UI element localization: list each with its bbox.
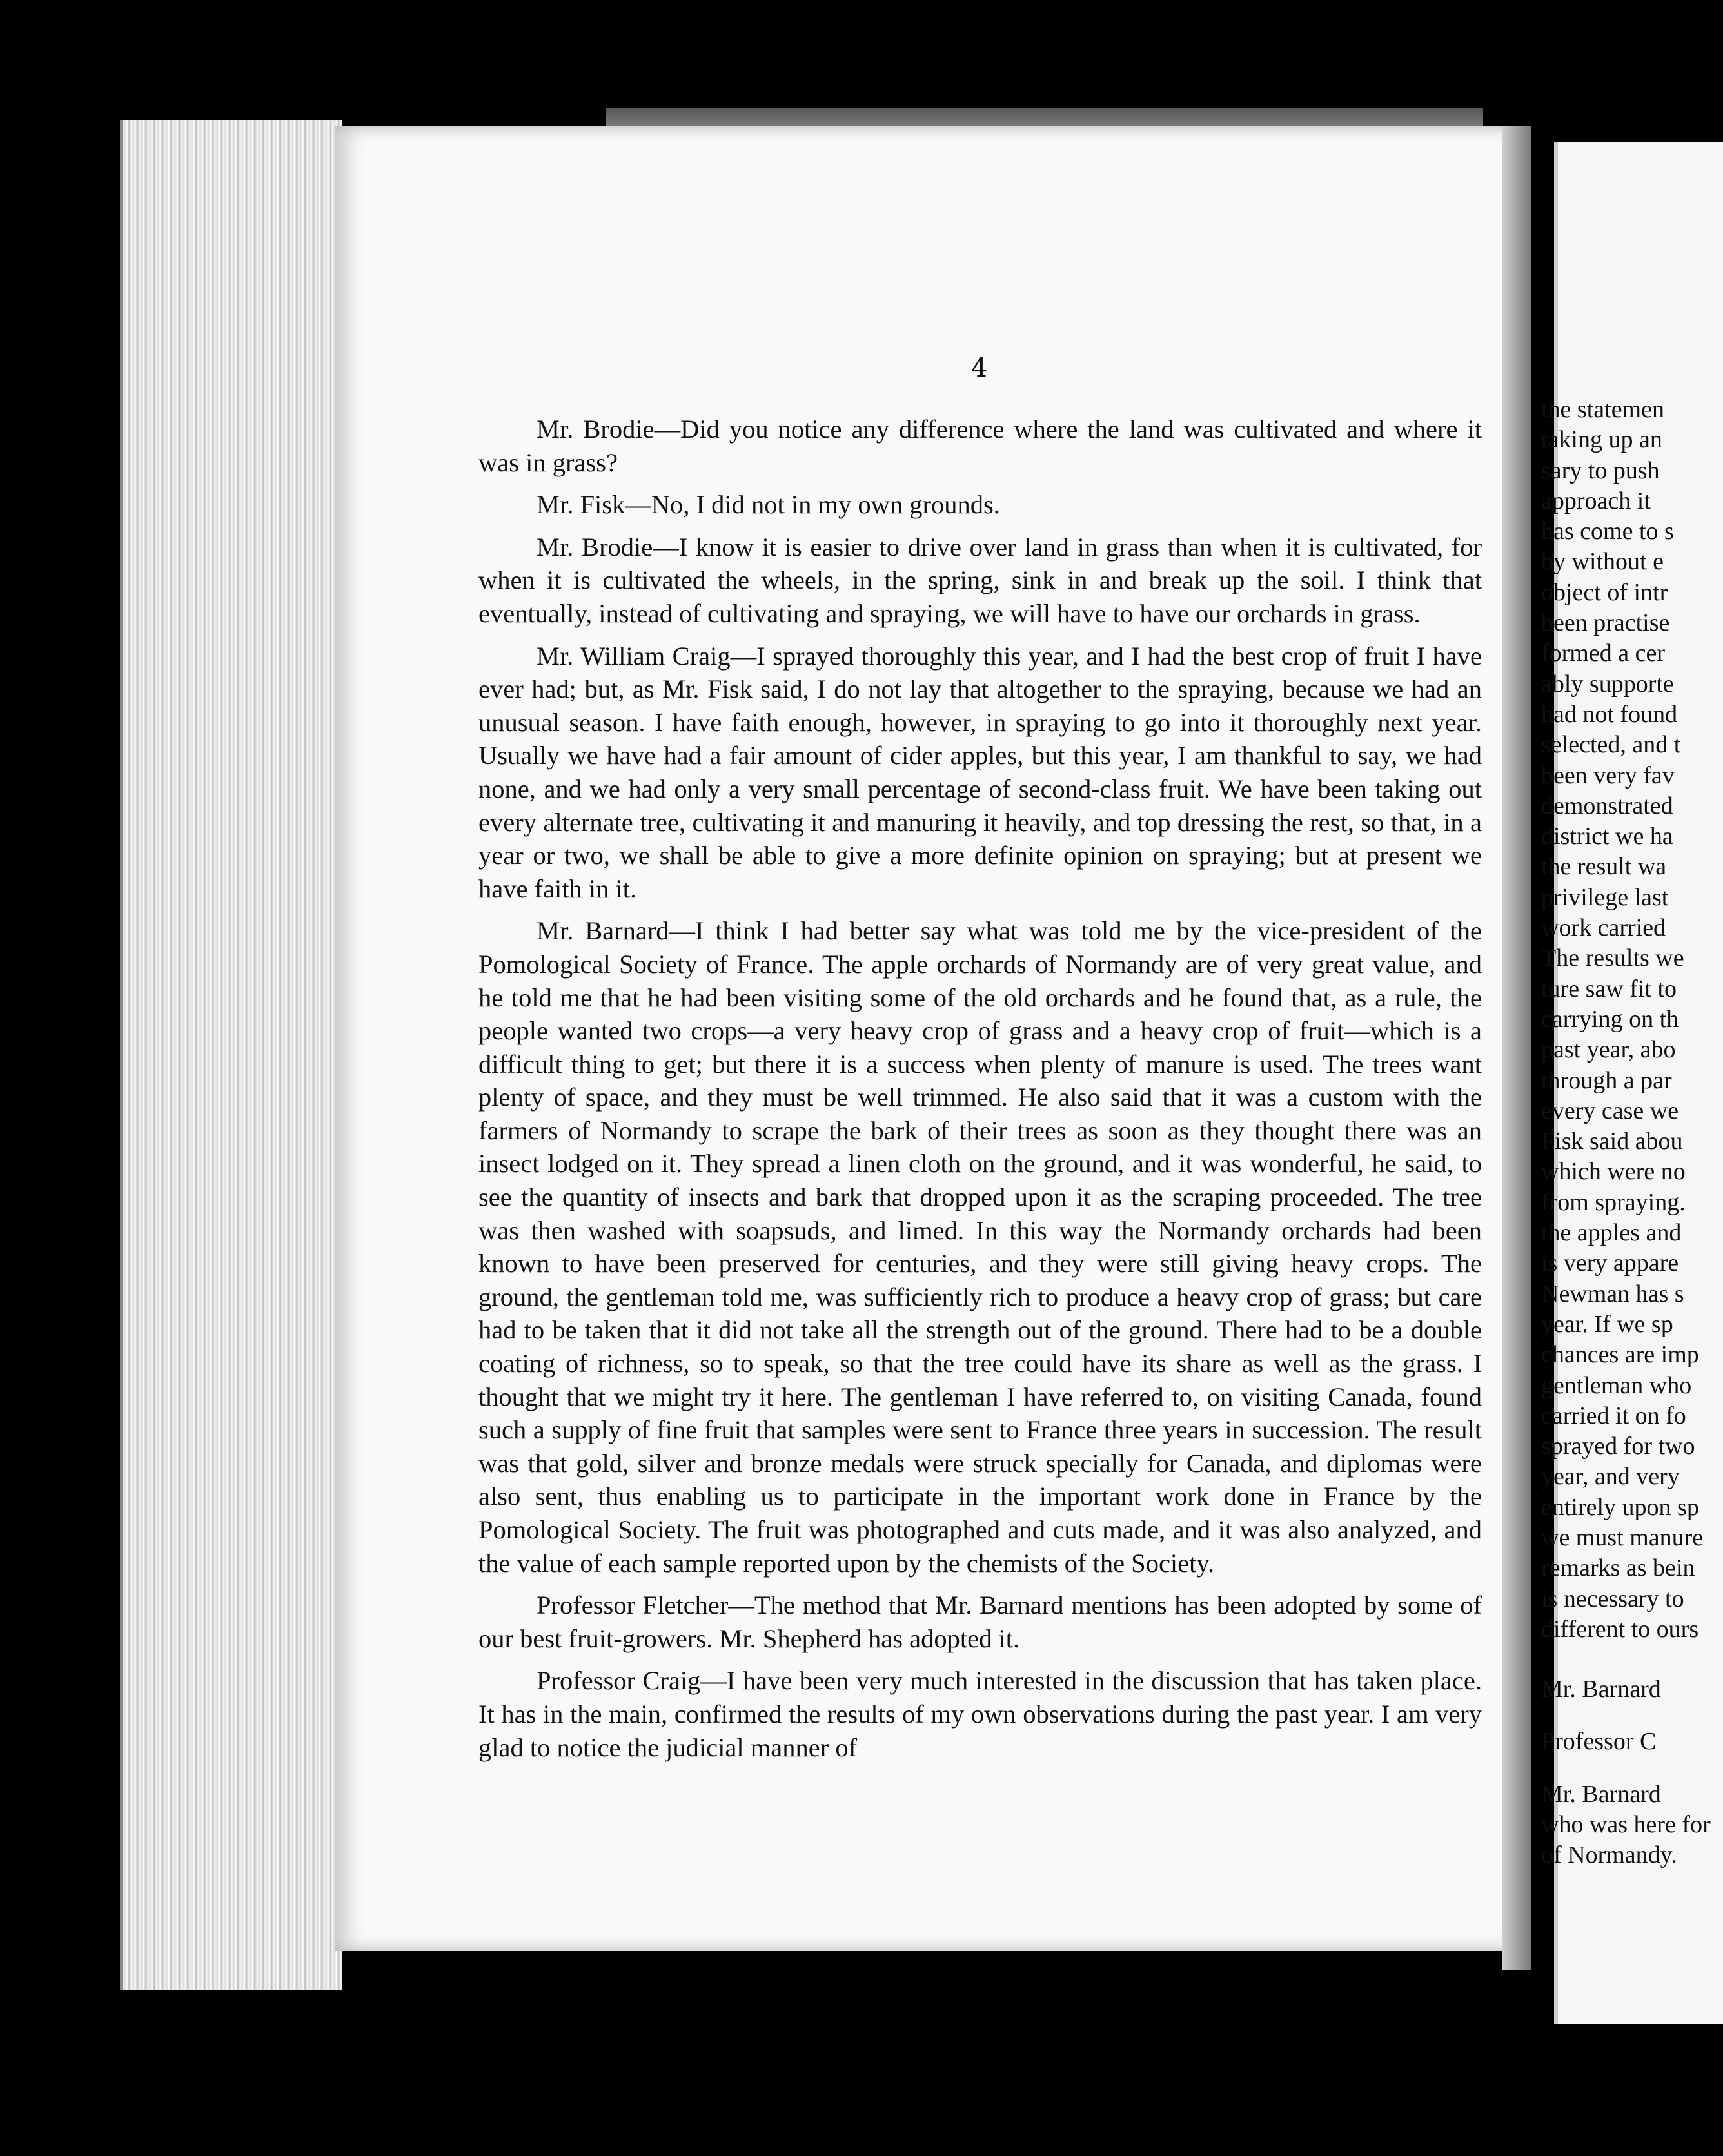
adjacent-line: demonstrated <box>1541 792 1673 819</box>
adjacent-line: privilege last <box>1541 883 1669 911</box>
adjacent-line: is necessary to <box>1541 1585 1684 1612</box>
adjacent-spacer <box>1541 1705 1723 1727</box>
adjacent-line: the result wa <box>1541 853 1667 881</box>
adjacent-line: we must manure <box>1541 1524 1704 1551</box>
adjacent-line: year. If we sp <box>1541 1310 1673 1338</box>
adjacent-line: Newman has s <box>1541 1280 1684 1308</box>
adjacent-line: sprayed for two <box>1541 1433 1695 1460</box>
adjacent-line: object of intr <box>1541 578 1668 606</box>
paragraph: Mr. Fisk—No, I did not in my own grounds. <box>537 490 1000 520</box>
adjacent-line: ture saw fit to <box>1541 975 1677 1003</box>
adjacent-line: different to ours <box>1541 1615 1699 1643</box>
page-edges <box>120 120 342 1990</box>
adjacent-line: the statemen <box>1541 396 1664 423</box>
adjacent-line: remarks as bein <box>1541 1554 1695 1582</box>
adjacent-line: carried it on fo <box>1541 1402 1686 1429</box>
adjacent-line: past year, abo <box>1541 1036 1676 1064</box>
adjacent-line: from spraying. <box>1541 1188 1686 1216</box>
adjacent-line: who was here for <box>1541 1811 1711 1839</box>
adjacent-line: every case we <box>1541 1097 1679 1124</box>
paragraph: Mr. William Craig—I sprayed thoroughly this year, and I had the best crop of fruit I have ever had; but, as Mr. Fisk said, I do not lay that altogether to the spraying, because we had an unusual season. I have faith enough, however, in spraying to go into it thoroughly next year. Usually we have had a fair amount of cider apples, but this year, I am thankful to say, we had none, and we had only a very small percentage of second-class fruit. We have been taking out every alternate tree, cultivating it and manuring it heavily, and top dressing the rest, so that, in a year or two, we shall be able to give a more definite opinion on spraying; but at present we have faith in it. <box>478 641 1482 903</box>
adjacent-line: been practise <box>1541 609 1670 637</box>
adjacent-line: had not found <box>1541 700 1678 728</box>
adjacent-line: formed a cer <box>1541 640 1665 667</box>
paragraph: Mr. Brodie—I know it is easier to drive over land in grass than when it is cultivated, for when it is cultivated the wheels, in the spring, sink in and break up the soil. I think that eventually, instead of cultivating and spraying, we will have to have our orchards in grass. <box>478 532 1482 628</box>
page-gutter <box>1502 126 1531 1970</box>
adjacent-line: The results we <box>1541 945 1684 972</box>
paragraph: Professor Craig—I have been very much interested in the discussion that has taken place. It has in the main, confirmed the results of my own observations during the past year. I am very glad to notice the judicial manner of <box>478 1666 1482 1762</box>
adjacent-line: of Normandy. <box>1541 1841 1677 1869</box>
page-number: 4 <box>971 353 988 383</box>
adjacent-line: Mr. Barnard <box>1541 1780 1661 1808</box>
paragraph: Professor Fletcher—The method that Mr. Barnard mentions has been adopted by some of our best fruit-growers. Mr. Shepherd has adopted it. <box>478 1591 1482 1653</box>
paragraph: Mr. Brodie—Did you notice any difference where the land was cultivated and where it was in grass? <box>478 415 1482 477</box>
adjacent-line: carrying on th <box>1541 1005 1679 1033</box>
adjacent-page-text <box>1541 395 1723 1871</box>
adjacent-line: selected, and t <box>1541 731 1681 759</box>
adjacent-line: entirely upon sp <box>1541 1493 1699 1521</box>
adjacent-line: Mr. Barnard <box>1541 1676 1661 1703</box>
adjacent-line: by without e <box>1541 548 1664 576</box>
adjacent-line: work carried <box>1541 914 1666 942</box>
adjacent-line: is very appare <box>1541 1250 1679 1277</box>
adjacent-line: taking up an <box>1541 426 1662 454</box>
adjacent-line: gentleman who <box>1541 1371 1692 1399</box>
adjacent-line: has come to s <box>1541 518 1674 545</box>
adjacent-line: district we ha <box>1541 823 1673 850</box>
adjacent-line: approach it <box>1541 487 1651 514</box>
adjacent-line: Professor C <box>1541 1728 1657 1756</box>
adjacent-line: ably supporte <box>1541 670 1674 698</box>
adjacent-line: year, and very <box>1541 1463 1680 1491</box>
adjacent-line: sary to push <box>1541 456 1660 484</box>
adjacent-line: through a par <box>1541 1066 1672 1094</box>
adjacent-line: which were no <box>1541 1158 1686 1186</box>
adjacent-line: chances are imp <box>1541 1341 1699 1369</box>
page-body <box>478 413 1482 1773</box>
adjacent-spacer <box>1541 1645 1723 1674</box>
paragraph: Mr. Barnard—I think I had better say what was told me by the vice-president of the Pomological Society of France. The apple orchards of Normandy are of very great value, and he told me that he had been visiting some of the old orchards and he found that, as a rule, the people wanted two crops—a very heavy crop of grass and a heavy crop of fruit—which is a difficult thing to get; but there it is a success when plenty of manure is used. The trees want plenty of space, and they must be well trimmed. He also said that it was a custom with the farmers of Normandy to scrape the bark of their trees as soon as they thought there was an insect lodged on it. They spread a linen cloth on the ground, and it was wonderful, he said, to see the quantity of insects and bark that dropped upon it as the scraping proceeded. The tree was then washed with soapsuds, and limed. In this way the Normandy orchards had been known to have been preserved for centuries, and they were still giving heavy crops. The ground, the gentleman told me, was sufficiently rich to produce a heavy crop of grass; but care had to be taken that it did not take all the strength out of the ground. There had to be a double coating of richness, so to speak, so that the tree could have its share as well as the grass. I thought that we might try it here. The gentleman I have referred to, on visiting Canada, found such a supply of fine fruit that samples were sent to France three years in succession. The result was that gold, silver and bronze medals were struck specially for Canada, and diplomas were also sent, thus enabling us to participate in the important work done in France by the Pomological Society. The fruit was photographed and cuts made, and it was also analyzed, and the value of each sample reported upon by the chemists of the Society. <box>478 916 1482 1578</box>
adjacent-line: Fisk said abou <box>1541 1128 1683 1155</box>
adjacent-line: been very fav <box>1541 761 1675 789</box>
adjacent-spacer <box>1541 1758 1723 1779</box>
adjacent-line: the apples and <box>1541 1219 1682 1247</box>
